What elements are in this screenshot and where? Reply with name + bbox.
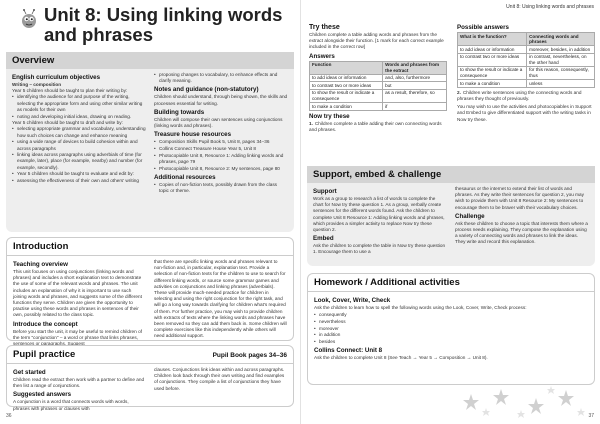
support-col2-text: thesaurus or the internet to extend their list of words and phrases. As they write their sentences for question 2, you may wish to provide them with Unit 8 Resource 2: My sentences to encourage them to be braver with their vocabulary choices. — [455, 186, 584, 210]
table-cell: to make a condition — [458, 80, 527, 88]
support-subheading: Support — [313, 188, 337, 195]
table-row — [458, 80, 595, 88]
pupil-practice-panel — [6, 345, 294, 411]
list-item: • consequently — [314, 312, 588, 318]
building-heading: Building towards — [154, 108, 205, 116]
introduction-col2-text: that there are specific linking words and phrases relevant to non-fiction and, in particular, explanation text. Provide a selection of non-fiction texts for the children to use to search for different linking words, or source some grammar games and activities on conjunctions and linking phrases (adverbials). These will provide much-needed practice for children in selecting and using the right conjunction for the right task, and will go a long way towards clarifying for children what's required of them. For further practice, you may wish to provide children with extracts of texts where the linking words and phrases have been removed so they can add them back in. Some children will complete exercises like this independently while others will need additional support. — [154, 259, 287, 339]
notes-text: Children should understand, through being shown, the skills and processes essential for writing. — [154, 94, 288, 106]
support-panel — [307, 166, 595, 266]
plan-list — [12, 94, 146, 119]
col2-list — [154, 72, 288, 84]
running-header: Unit 8: Using linking words and phrases — [506, 4, 594, 10]
overview-panel — [6, 52, 294, 232]
objectives-heading: English curriculum objectives — [12, 74, 101, 81]
table-header: What is the function? — [458, 33, 527, 46]
answers-heading: Answers — [309, 52, 335, 60]
table-cell: to add ideas or information — [310, 74, 383, 82]
table-cell: in contrast, nevertheless, on the other hand — [527, 53, 595, 66]
introduction-header — [7, 238, 293, 256]
bug-mascot-icon — [18, 8, 40, 30]
table-row — [310, 74, 447, 82]
table-header: Function — [310, 61, 383, 74]
table-row — [310, 89, 447, 102]
table-cell: to make a condition — [310, 103, 383, 111]
introduction-panel — [6, 237, 294, 347]
now-try-item-1: 1. Children complete a table adding their own connecting words and phrases. — [309, 120, 442, 132]
answers-table — [309, 61, 447, 111]
list-item: • besides — [314, 339, 588, 345]
additional-list — [154, 182, 288, 194]
suggested-text: A conjunction is a word that connects words with words, phrases with phrases or clauses with — [13, 399, 129, 411]
right-page — [300, 0, 600, 424]
table-cell: unless — [527, 80, 595, 88]
challenge-text: Ask these children to choose a topic that interests them where a process needs explaining. They compose the explanation using a variety of connecting words and phrases to link the ideas. They write and record this explanation. — [455, 220, 588, 245]
now-try-text-2: Children write sentences using the connecting words and phrases they thought of previously. — [457, 89, 582, 101]
list-item: • nevertheless — [314, 319, 588, 325]
list-item: • linking ideas across paragraphs using adverbials of time (for example, later), place (for example, nearby) and number (for example, secondly). — [12, 152, 146, 171]
suggested-heading: Suggested answers — [13, 391, 72, 399]
table-cell: as a result, therefore, so — [383, 89, 447, 102]
table-row — [310, 82, 447, 90]
list-item: • identifying the audience for and purpose of the writing, selecting the appropriate form and using other similar writing as models for their own — [12, 94, 146, 113]
list-item: • moreover — [314, 326, 588, 332]
list-item: • selecting appropriate grammar and vocabulary, understanding how such choices can change and enhance meaning — [12, 126, 146, 138]
list-item: • Composition Skills Pupil Book 5, Unit 8, pages 34–36 — [154, 139, 288, 145]
now-try-item-2: 2. Children write sentences using the connecting words and phrases they thought of previously. — [457, 89, 582, 101]
page-number-right: 37 — [588, 413, 594, 419]
treasure-heading: Treasure house resources — [154, 131, 232, 139]
pupil-practice-heading: Pupil practice — [13, 349, 76, 360]
building-text: Children will compose their own sentences using conjunctions (linking words and phrases). — [154, 116, 283, 129]
list-item: • using a wide range of devices to build cohesion within and across paragraphs — [12, 139, 146, 151]
introduction-heading: Introduction — [13, 241, 69, 252]
page-number-left: 36 — [6, 413, 12, 419]
table-row — [458, 46, 595, 54]
table-row — [310, 103, 447, 111]
pupil-practice-header — [7, 346, 293, 364]
unit-title-line1: Unit 8: Using linking words — [44, 4, 283, 25]
table-cell: to show the result or indicate a consequence — [458, 66, 527, 79]
concept-text: Before you start the unit, it may be useful to remind children of the term "conjunction" – a word or phrase that links phrases, sentences or paragraphs. Suggest — [13, 328, 142, 347]
pupil-practice-col2-text: clauses. Conjunctions link ideas within and across paragraphs. Children look back through their own writing and find examples of conjunctions. They compile a list of conjunctions they have used before. — [154, 367, 285, 391]
list-item: • Year 5 children should be taught to evaluate and edit by: — [12, 171, 146, 177]
teaching-text: This unit focuses on using conjunctions (linking words and phrases) and includes a short explanation text to demonstrate the use of some of the relevant words and phrases. The unit includes an explanation of why it is important to use such joining words and phrases, and suggests some of the different functions they serve. Children are given the opportunity to practise using these words and phrases in sentences of their own, possibly related to the class topic. — [13, 269, 142, 318]
table-header: Connecting words and phrases — [527, 33, 595, 46]
table-cell: for this reason, consequently, thus — [527, 66, 595, 79]
list-item: • assessing the effectiveness of their own and others' writing — [12, 178, 146, 184]
challenge-heading: Challenge — [455, 212, 485, 220]
try-these-intro: Children complete a table adding words and phrases from the extract alongside their function. [1 mark for each correct example included in the correct row] — [309, 32, 444, 50]
homework-panel — [307, 273, 595, 385]
table-row — [458, 66, 595, 79]
support-heading: Support, embed & challenge — [307, 166, 595, 183]
get-started-heading: Get started — [13, 369, 46, 376]
table-cell: to contrast two or more ideas — [310, 82, 383, 90]
homework-header — [308, 274, 594, 292]
support-text: Work as a group to research a list of words to complete the chart for Now try these question 1. As a group, verbally create sentences for the different words found. Ask the children to complete Unit 8 Resource 1: Adding linking words and phrases, which provides a simpler activity to replace Now try these question 2. — [313, 196, 445, 233]
list-item: • Photocopiable Unit 8, Resource 2: My sentences, page 80 — [154, 166, 288, 172]
unit-title-line2: and phrases — [44, 24, 153, 45]
collins-text: Ask the children to complete Unit 8 (See Teach → Year 5 → Composition → Unit 8). — [314, 355, 488, 361]
list-item: • in addition — [314, 332, 588, 338]
try-these-heading: Try these — [309, 24, 340, 31]
list-item: • proposing changes to vocabulary, to enhance effects and clarify meaning. — [154, 72, 288, 84]
collins-heading: Collins Connect: Unit 8 — [314, 347, 383, 355]
table-cell: to show the result or indicate a consequence — [310, 89, 383, 102]
table-cell: to contrast two or more ideas — [458, 53, 527, 66]
table-header: Words and phrases from the extract — [383, 61, 447, 74]
table-cell: and, also, furthermore — [383, 74, 447, 82]
embed-text: Ask the children to complete the table in Now try these question 1. Encourage them to use a — [313, 243, 446, 255]
teaching-heading: Teaching overview — [13, 261, 68, 268]
get-started-text: Children read the extract then work with a partner to define and then list a range of conjunctions. — [13, 377, 145, 389]
lcwc-heading: Look, Cover, Write, Check — [314, 297, 391, 304]
table-cell: moreover, besides, in addition — [527, 46, 595, 54]
plan-intro: Year 5 children should be taught to plan their writing by: — [12, 88, 128, 94]
additional-heading: Additional resources — [154, 173, 216, 181]
possible-answers-table — [457, 32, 595, 88]
list-item: • noting and developing initial ideas, drawing on reading. — [12, 114, 146, 120]
list-item: • Photocopiable Unit 8, Resource 1: Adding linking words and phrases, page 79 — [154, 153, 288, 165]
embed-heading: Embed — [313, 235, 334, 243]
pupil-book-ref: Pupil Book pages 34–36 — [212, 352, 287, 359]
treasure-list — [154, 139, 288, 172]
homework-heading: Homework / Additional activities — [314, 277, 460, 288]
draft-list — [12, 126, 146, 184]
table-cell: if — [383, 103, 447, 111]
writing-composition-label: Writing – composition — [12, 82, 62, 87]
photocopiable-text: You may wish to use the activities and photocopiables in Support and Embed to give differentiated support with the writing tasks in Now try these. — [457, 104, 592, 122]
notes-heading: Notes and guidance (non-statutory) — [154, 86, 259, 94]
table-row — [458, 53, 595, 66]
table-cell: to add ideas or information — [458, 46, 527, 54]
possible-heading: Possible answers — [457, 24, 509, 31]
spelling-list — [314, 312, 588, 345]
now-try-text-1: Children complete a table adding their own connecting words and phrases. — [309, 120, 442, 132]
star-decoration-icon — [451, 384, 591, 424]
lcwc-text: Ask the children to learn how to spell the following words using the Look, Cover, Write, Check process: — [314, 305, 527, 310]
draft-intro: Year 5 children should be taught to draft and write by: — [12, 120, 123, 126]
try-these-section — [309, 22, 595, 152]
concept-heading: Introduce the concept — [13, 320, 78, 328]
now-try-heading: Now try these — [309, 112, 350, 120]
unit-title-block — [18, 5, 282, 45]
list-item: • Copies of non-fiction texts, possibly drawn from the class topic or theme. — [154, 182, 288, 194]
list-item: • Collins Connect Treasure House Year 5, Unit 8 — [154, 146, 288, 152]
table-cell: but — [383, 82, 447, 90]
overview-heading: Overview — [6, 52, 294, 69]
